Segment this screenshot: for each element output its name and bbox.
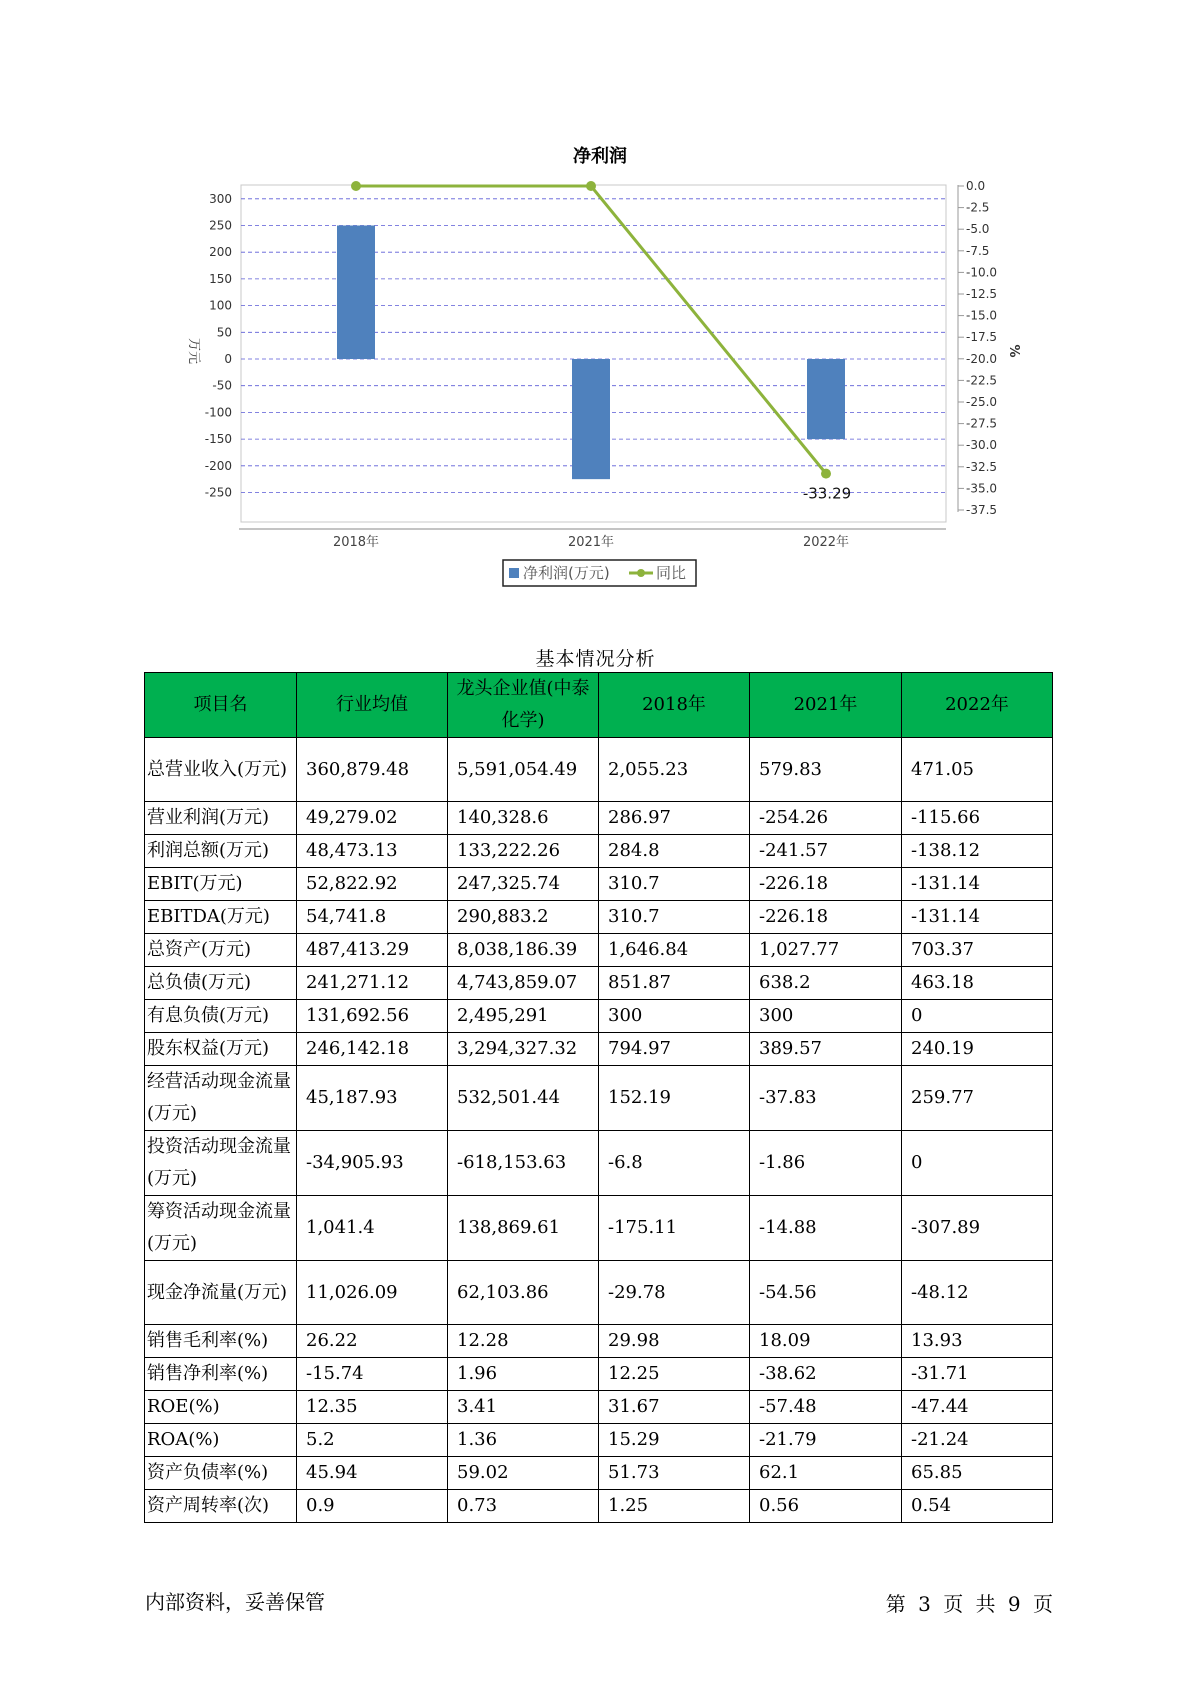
row-label: 经营活动现金流量(万元): [145, 1066, 297, 1131]
yoy-point-2021年: [586, 181, 596, 191]
row-label: EBITDA(万元): [145, 901, 297, 934]
table-row: [145, 1196, 1053, 1261]
table-cell: 0.73: [448, 1490, 599, 1523]
table-row: [145, 901, 1053, 934]
net-profit-chart: [0, 0, 1191, 600]
table-cell: 0.54: [902, 1490, 1053, 1523]
y-tick-label: -50: [212, 378, 232, 393]
table-cell: 5,591,054.49: [448, 738, 599, 802]
table-cell: 12.35: [297, 1391, 448, 1424]
table-row: [145, 1033, 1053, 1066]
y-right-tick-label: -15.0: [966, 308, 998, 323]
table-cell: 48,473.13: [297, 835, 448, 868]
table-cell: -1.86: [750, 1131, 902, 1196]
table-cell: -21.24: [902, 1424, 1053, 1457]
table-cell: 0: [902, 1131, 1053, 1196]
y-tick-label: -150: [204, 432, 232, 447]
table-cell: -57.48: [750, 1391, 902, 1424]
table-cell: 851.87: [599, 967, 750, 1000]
y-right-tick-label: -27.5: [966, 416, 998, 431]
table-cell: 0.9: [297, 1490, 448, 1523]
y-tick-label: 150: [209, 271, 232, 286]
row-label: 利润总额(万元): [145, 835, 297, 868]
bar-2021年: [572, 359, 610, 479]
table-cell: 310.7: [599, 901, 750, 934]
y-right-tick-label: -22.5: [966, 373, 998, 388]
header-2022: 2022年: [902, 673, 1053, 738]
table-header-row: [145, 673, 1053, 738]
table-cell: 1,027.77: [750, 934, 902, 967]
table-cell: -131.14: [902, 901, 1053, 934]
table-cell: -54.56: [750, 1261, 902, 1325]
table-cell: 0: [902, 1000, 1053, 1033]
table-cell: 286.97: [599, 802, 750, 835]
y-right-tick-label: -7.5: [966, 243, 990, 258]
table-cell: 45,187.93: [297, 1066, 448, 1131]
table-cell: 62,103.86: [448, 1261, 599, 1325]
table-cell: 638.2: [750, 967, 902, 1000]
y-right-tick-label: -17.5: [966, 330, 998, 345]
legend-line-label: 同比: [656, 564, 687, 582]
y-tick-label: 0: [224, 352, 232, 366]
row-label: 筹资活动现金流量(万元): [145, 1196, 297, 1261]
x-tick-label: 2021年: [567, 535, 615, 550]
table-cell: 2,055.23: [599, 738, 750, 802]
table-cell: 12.25: [599, 1358, 750, 1391]
table-cell: 11,026.09: [297, 1261, 448, 1325]
table-cell: 52,822.92: [297, 868, 448, 901]
table-cell: 133,222.26: [448, 835, 599, 868]
table-cell: 131,692.56: [297, 1000, 448, 1033]
header-item-name: 项目名: [145, 673, 297, 738]
table-cell: 152.19: [599, 1066, 750, 1131]
table-cell: -48.12: [902, 1261, 1053, 1325]
table-cell: 579.83: [750, 738, 902, 802]
table-cell: 240.19: [902, 1033, 1053, 1066]
table-cell: -131.14: [902, 868, 1053, 901]
table-cell: 51.73: [599, 1457, 750, 1490]
row-label: 投资活动现金流量(万元): [145, 1131, 297, 1196]
y-right-tick-label: -35.0: [966, 481, 998, 496]
table-cell: -138.12: [902, 835, 1053, 868]
table-row: [145, 967, 1053, 1000]
table-cell: -226.18: [750, 868, 902, 901]
table-cell: 300: [750, 1000, 902, 1033]
header-leader-value: 龙头企业值(中泰化学): [448, 673, 599, 738]
table-cell: -29.78: [599, 1261, 750, 1325]
table-cell: -38.62: [750, 1358, 902, 1391]
table-cell: 1.25: [599, 1490, 750, 1523]
y-tick-label: -200: [204, 458, 232, 473]
table-cell: 246,142.18: [297, 1033, 448, 1066]
row-label: 销售毛利率(%): [145, 1325, 297, 1358]
table-cell: -241.57: [750, 835, 902, 868]
table-cell: 389.57: [750, 1033, 902, 1066]
table-cell: -14.88: [750, 1196, 902, 1261]
table-title: 基本情况分析: [535, 648, 656, 670]
table-cell: 5.2: [297, 1424, 448, 1457]
table-cell: 26.22: [297, 1325, 448, 1358]
table-cell: -226.18: [750, 901, 902, 934]
row-label: 总资产(万元): [145, 934, 297, 967]
y-tick-label: 300: [209, 191, 232, 206]
table-cell: 8,038,186.39: [448, 934, 599, 967]
table-row: [145, 1066, 1053, 1131]
table-cell: 31.67: [599, 1391, 750, 1424]
table-cell: 1,041.4: [297, 1196, 448, 1261]
row-label: ROA(%): [145, 1424, 297, 1457]
footer-confidential-note: 内部资料，妥善保管: [145, 1590, 325, 1614]
y-tick-label: -250: [204, 485, 232, 500]
table-cell: 62.1: [750, 1457, 902, 1490]
table-row: [145, 1457, 1053, 1490]
y-tick-label: 50: [216, 325, 232, 340]
table-cell: 4,743,859.07: [448, 967, 599, 1000]
y-right-tick-label: -5.0: [966, 222, 990, 237]
chart-title: 净利润: [573, 146, 627, 167]
row-label: 总营业收入(万元): [145, 738, 297, 802]
row-label: 总负债(万元): [145, 967, 297, 1000]
table-row: [145, 868, 1053, 901]
table-body: [145, 738, 1053, 1523]
y-right-tick-label: 0.0: [966, 179, 986, 193]
table-cell: -15.74: [297, 1358, 448, 1391]
table-cell: 703.37: [902, 934, 1053, 967]
table-cell: -6.8: [599, 1131, 750, 1196]
row-label: 销售净利率(%): [145, 1358, 297, 1391]
table-row: [145, 1000, 1053, 1033]
y-tick-label: 100: [209, 298, 232, 313]
table-cell: 12.28: [448, 1325, 599, 1358]
table-row: [145, 802, 1053, 835]
table-cell: 13.93: [902, 1325, 1053, 1358]
table-cell: 259.77: [902, 1066, 1053, 1131]
table-cell: 29.98: [599, 1325, 750, 1358]
y-right-axis-label: %: [1006, 344, 1021, 358]
y-tick-label: 250: [209, 218, 232, 233]
y-right-tick-label: -20.0: [966, 351, 998, 366]
table-cell: 49,279.02: [297, 802, 448, 835]
legend-line-marker: [637, 569, 645, 577]
table-cell: 15.29: [599, 1424, 750, 1457]
y-tick-label: -100: [204, 405, 232, 420]
row-label: 资产负债率(%): [145, 1457, 297, 1490]
y-tick-label: 200: [209, 245, 232, 260]
table-cell: 1.36: [448, 1424, 599, 1457]
row-label: 现金净流量(万元): [145, 1261, 297, 1325]
table-cell: 45.94: [297, 1457, 448, 1490]
y-right-tick-label: -2.5: [966, 200, 990, 215]
yoy-point-2022年: [821, 469, 831, 479]
row-label: 有息负债(万元): [145, 1000, 297, 1033]
table-cell: 138,869.61: [448, 1196, 599, 1261]
table-cell: 3.41: [448, 1391, 599, 1424]
table-cell: 140,328.6: [448, 802, 599, 835]
yoy-data-label: -33.29: [802, 484, 852, 503]
table-row: [145, 1424, 1053, 1457]
table-cell: -31.71: [902, 1358, 1053, 1391]
table-cell: -307.89: [902, 1196, 1053, 1261]
table-cell: 247,325.74: [448, 868, 599, 901]
table-cell: 241,271.12: [297, 967, 448, 1000]
y-axis-label: 万元: [186, 337, 201, 365]
table-cell: 1.96: [448, 1358, 599, 1391]
x-tick-label: 2022年: [802, 535, 850, 550]
table-cell: 2,495,291: [448, 1000, 599, 1033]
table-cell: 360,879.48: [297, 738, 448, 802]
header-2021: 2021年: [750, 673, 902, 738]
y-right-tick-label: -25.0: [966, 395, 998, 409]
table-cell: 0.56: [750, 1490, 902, 1523]
y-right-tick-label: -12.5: [966, 287, 998, 301]
table-cell: 3,294,327.32: [448, 1033, 599, 1066]
table-cell: 487,413.29: [297, 934, 448, 967]
table-row: [145, 835, 1053, 868]
y-right-tick-label: -30.0: [966, 438, 998, 453]
table-cell: -37.83: [750, 1066, 902, 1131]
table-row: [145, 934, 1053, 967]
row-label: EBIT(万元): [145, 868, 297, 901]
table-row: [145, 738, 1053, 802]
row-label: 股东权益(万元): [145, 1033, 297, 1066]
header-industry-average: 行业均值: [297, 673, 448, 738]
table-cell: 471.05: [902, 738, 1053, 802]
table-row: [145, 1490, 1053, 1523]
footer-page-number: 第 3 页 共 9 页: [885, 1592, 1053, 1616]
legend-bar-label: 净利润(万元): [523, 564, 610, 582]
header-2018: 2018年: [599, 673, 750, 738]
table-cell: -34,905.93: [297, 1131, 448, 1196]
table-row: [145, 1325, 1053, 1358]
y-right-tick-label: -32.5: [966, 459, 998, 474]
yoy-point-2018年: [351, 181, 361, 191]
table-cell: -175.11: [599, 1196, 750, 1261]
table-cell: -254.26: [750, 802, 902, 835]
table-cell: 1,646.84: [599, 934, 750, 967]
bar-2018年: [337, 226, 375, 360]
table-row: [145, 1131, 1053, 1196]
y-right-tick-label: -37.5: [966, 503, 998, 517]
table-cell: 532,501.44: [448, 1066, 599, 1131]
table-row: [145, 1261, 1053, 1325]
x-tick-label: 2018年: [332, 535, 380, 550]
row-label: 资产周转率(次): [145, 1490, 297, 1523]
table-cell: -618,153.63: [448, 1131, 599, 1196]
table-cell: 463.18: [902, 967, 1053, 1000]
table-cell: 300: [599, 1000, 750, 1033]
bar-2022年: [807, 359, 845, 439]
basic-analysis-table: [144, 672, 1053, 1523]
table-cell: 290,883.2: [448, 901, 599, 934]
table-cell: -47.44: [902, 1391, 1053, 1424]
table-cell: 284.8: [599, 835, 750, 868]
table-cell: 794.97: [599, 1033, 750, 1066]
table-cell: 310.7: [599, 868, 750, 901]
table-row: [145, 1358, 1053, 1391]
table-cell: 18.09: [750, 1325, 902, 1358]
row-label: 营业利润(万元): [145, 802, 297, 835]
table-cell: -115.66: [902, 802, 1053, 835]
row-label: ROE(%): [145, 1391, 297, 1424]
table-cell: 59.02: [448, 1457, 599, 1490]
legend-bar-swatch: [509, 568, 519, 578]
table-row: [145, 1391, 1053, 1424]
table-cell: 65.85: [902, 1457, 1053, 1490]
table-cell: 54,741.8: [297, 901, 448, 934]
table-cell: -21.79: [750, 1424, 902, 1457]
y-right-tick-label: -10.0: [966, 265, 998, 280]
